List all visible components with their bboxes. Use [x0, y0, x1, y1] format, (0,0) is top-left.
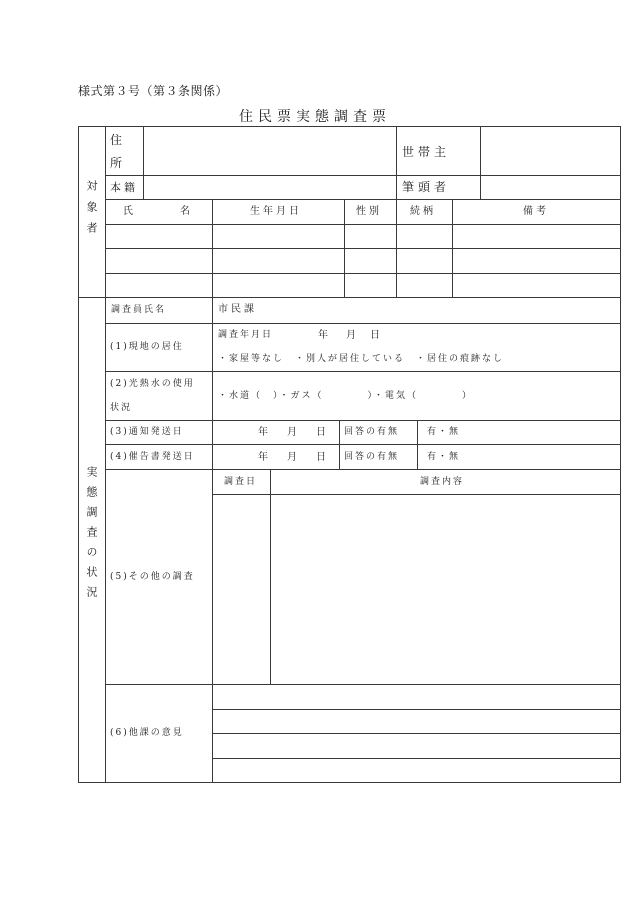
- col-line: [212, 297, 213, 783]
- reminder-date-day: 日: [316, 452, 326, 463]
- notice-date-label: (3)通知発送日: [110, 427, 184, 437]
- reminder-reply-label: 回答の有無: [344, 452, 400, 462]
- address-label-2: 所: [110, 156, 123, 170]
- col-line: [270, 469, 271, 685]
- notice-reply-label: 回答の有無: [344, 427, 400, 437]
- row-line: [105, 420, 621, 421]
- residence-label: (1)現地の居住: [110, 342, 184, 352]
- reminder-date-label: (4)催告書発送日: [110, 452, 195, 462]
- col-line: [396, 126, 397, 200]
- reminder-date-year: 年: [258, 452, 268, 463]
- householder-label: 世帯主: [402, 145, 451, 159]
- notice-date-year: 年: [258, 427, 268, 438]
- row-line: [105, 469, 621, 470]
- col-line: [452, 199, 453, 298]
- table-border-left: [78, 126, 79, 783]
- table-border-right: [620, 126, 621, 783]
- notice-reply-value: 有・無: [427, 427, 461, 437]
- utility-options: ・水道（ ）・ガス（ ）・電気（ ）: [218, 391, 474, 401]
- survey-section-label: 実態調査の状況: [85, 466, 98, 606]
- col-header-name-2: 名: [180, 206, 190, 217]
- residence-date-month: 月: [346, 330, 356, 341]
- col-header-relation: 続柄: [410, 206, 436, 217]
- form-title: 住民票実態調査票: [239, 109, 391, 125]
- address-label-1: 住: [110, 133, 123, 147]
- row-line: [212, 758, 621, 759]
- row-line: [105, 273, 621, 274]
- other-survey-label: (5)その他の調査: [110, 572, 195, 582]
- utility-label-2: 状況: [110, 403, 133, 413]
- row-line: [105, 248, 621, 249]
- row-line: [105, 684, 621, 685]
- row-line: [105, 323, 621, 324]
- section-divider: [78, 297, 621, 298]
- row-line: [105, 224, 621, 225]
- col-line: [344, 199, 345, 298]
- residence-date-year: 年: [318, 330, 328, 341]
- row-line: [105, 444, 621, 445]
- head-of-family-label: 筆頭者: [402, 180, 451, 194]
- domicile-label: 本籍: [110, 181, 138, 194]
- notice-date-month: 月: [287, 427, 297, 438]
- survey-content-header: 調査内容: [420, 477, 465, 487]
- col-line: [105, 126, 106, 783]
- col-line: [339, 420, 340, 470]
- row-line: [212, 733, 621, 734]
- other-dept-opinion-label: (6)他課の意見: [110, 728, 184, 738]
- reminder-date-month: 月: [287, 452, 297, 463]
- table-border-bottom: [78, 782, 621, 783]
- col-header-gender: 性別: [356, 206, 382, 217]
- row-line: [212, 709, 621, 710]
- subject-section-label: 対象者: [85, 180, 98, 243]
- row-line: [105, 175, 621, 176]
- col-line: [480, 126, 481, 200]
- table-border-top: [78, 126, 621, 127]
- row-line: [105, 199, 621, 200]
- residence-date-label: 調査年月日: [218, 330, 274, 340]
- residence-date-day: 日: [370, 330, 380, 341]
- col-header-birthdate: 生年月日: [250, 206, 302, 217]
- surveyor-label: 調査員氏名: [111, 305, 167, 315]
- col-line: [396, 199, 397, 298]
- col-line: [143, 126, 144, 200]
- form-number: 様式第３号（第３条関係）: [78, 84, 229, 98]
- row-line: [212, 494, 621, 495]
- surveyor-value: 市民課: [218, 304, 257, 315]
- col-line: [212, 199, 213, 298]
- survey-date-header: 調査日: [224, 477, 258, 487]
- col-header-remarks: 備考: [523, 206, 549, 217]
- row-line: [105, 371, 621, 372]
- utility-label-1: (2)光熱水の使用: [110, 379, 195, 389]
- residence-options: ・家屋等なし ・別人が居住している ・居住の痕跡なし: [218, 354, 505, 364]
- reminder-reply-value: 有・無: [427, 452, 461, 462]
- col-header-name-1: 氏: [123, 206, 133, 217]
- notice-date-day: 日: [316, 427, 326, 438]
- col-line: [417, 420, 418, 470]
